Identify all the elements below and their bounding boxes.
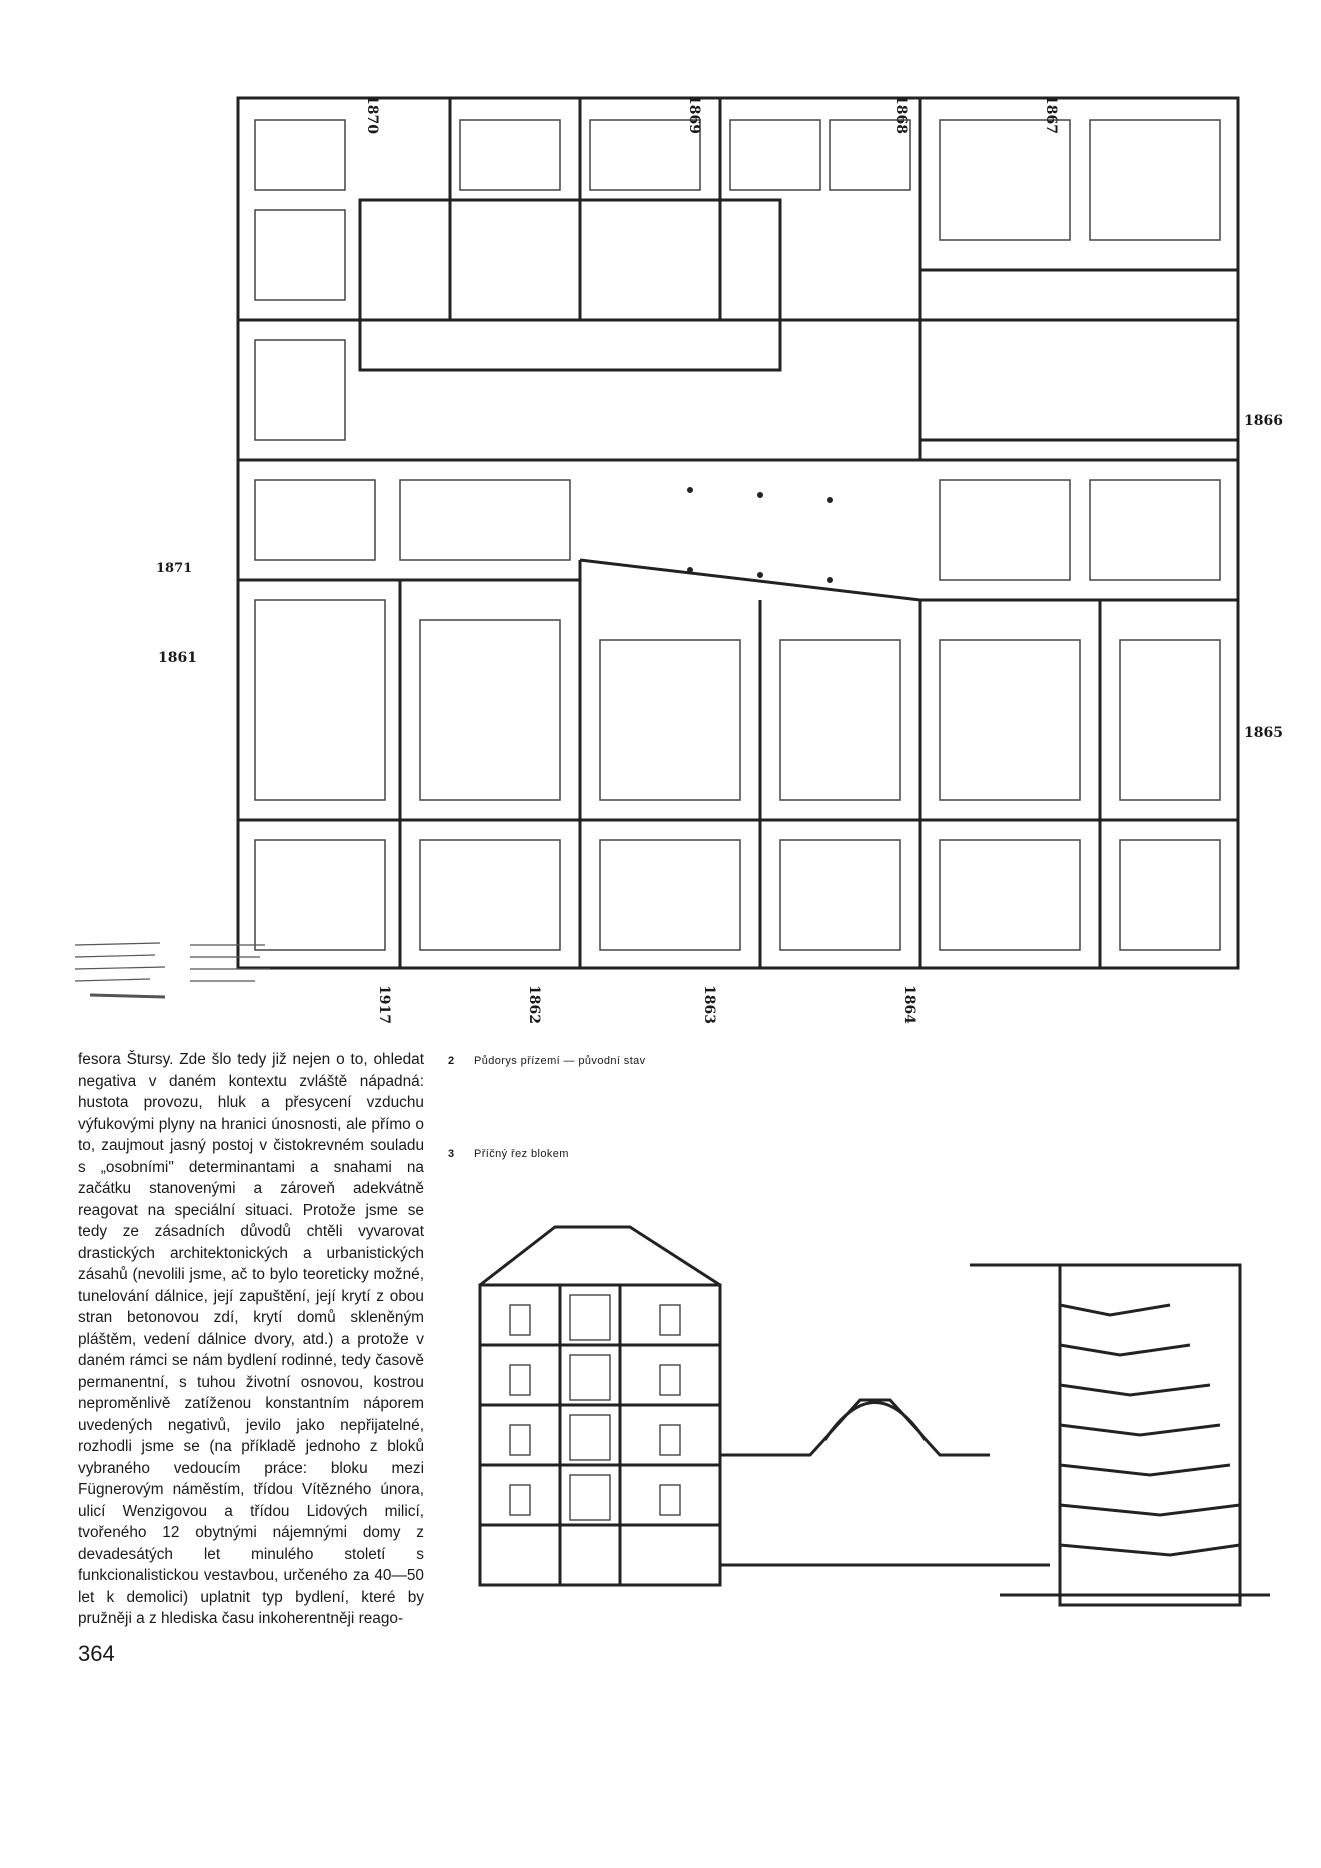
floor-plan-drawing [156, 40, 1320, 1040]
caption-figure-3-text: Příčný řez blokem [474, 1148, 569, 1160]
floor-plan-figure [156, 40, 1320, 1040]
year-label-1863: 1863 [701, 985, 717, 1024]
year-label-1866: 1866 [1244, 413, 1283, 429]
caption-figure-2-number: 2 [448, 1055, 455, 1067]
year-label-1871: 1871 [156, 561, 193, 576]
body-paragraph: fesora Štursy. Zde šlo tedy již nejen o to, ohledat negativa v daném kontextu zvláště nápadná: hustota provozu, hluk a přesycení vzduchu výfukovými plyny na hranici únosnosti, ale přímo o to, zaujmout jasný postoj v čistokrevném souladu s „osobními" determinantami a snahami na začátku stanovenými a zároveň adekvátně reagovat na speciální situaci. Protože jsme se tedy ze zásadních důvodů chtěli vyvarovat drastických architektonických a urbanistických zásahů (nevolili jsme, ač to bylo teoreticky možné, tunelování dálnice, její zapuštění, její krytí z obou stran betonovou zdí, krytí domů skleněným pláštěm, vedení dálnice dvory, atd.) a protože v daném rámci se nám bydlení rodinné, tedy časově permanentní, s tuhou životní osnovou, kostrou neproměnlivě zatíženou konstantním náporem uvedených negativů, jevilo jako nepřijatelné, rozhodli jsme se (na příkladě jednoho z bloků vybraného vedoucím práce: bloku mezi Fügnerovým náměstím, třídou Vítězného února, ulicí Wenzigovou a třídou Lidových milicí, tvořeného 12 obytnými nájemnými domy z devadesátých let minulého století s funkcionalistickou vestavbou, určeného za 40—50 let k demolici) uplatnit typ bydlení, které by pružněji a z hlediska času inkoherentněji reago- [78, 1051, 424, 1627]
year-label-1861: 1861 [158, 650, 197, 666]
year-label-1870: 1870 [364, 95, 380, 134]
caption-figure-2-text: Půdorys přízemí — původní stav [474, 1055, 646, 1067]
year-label-1867: 1867 [1043, 95, 1059, 134]
page-number: 364 [78, 1641, 115, 1666]
legend-scrap-drawing [70, 935, 290, 1015]
year-label-1864: 1864 [901, 985, 917, 1024]
plan-outline [238, 98, 1238, 968]
cross-section-figure [470, 1185, 1300, 1635]
caption-figure-3-number: 3 [448, 1148, 455, 1160]
caption-figure-2 [448, 1055, 646, 1067]
year-label-1868: 1868 [893, 95, 909, 134]
plan-legend-scrap [70, 935, 290, 1015]
cross-section-drawing [470, 1185, 1300, 1635]
year-label-1917: 1917 [376, 985, 392, 1024]
year-label-1862: 1862 [526, 985, 542, 1024]
body-text-column [78, 1049, 424, 1630]
year-label-1869: 1869 [686, 95, 702, 134]
caption-figure-3 [448, 1148, 569, 1160]
year-label-1865: 1865 [1244, 725, 1283, 741]
